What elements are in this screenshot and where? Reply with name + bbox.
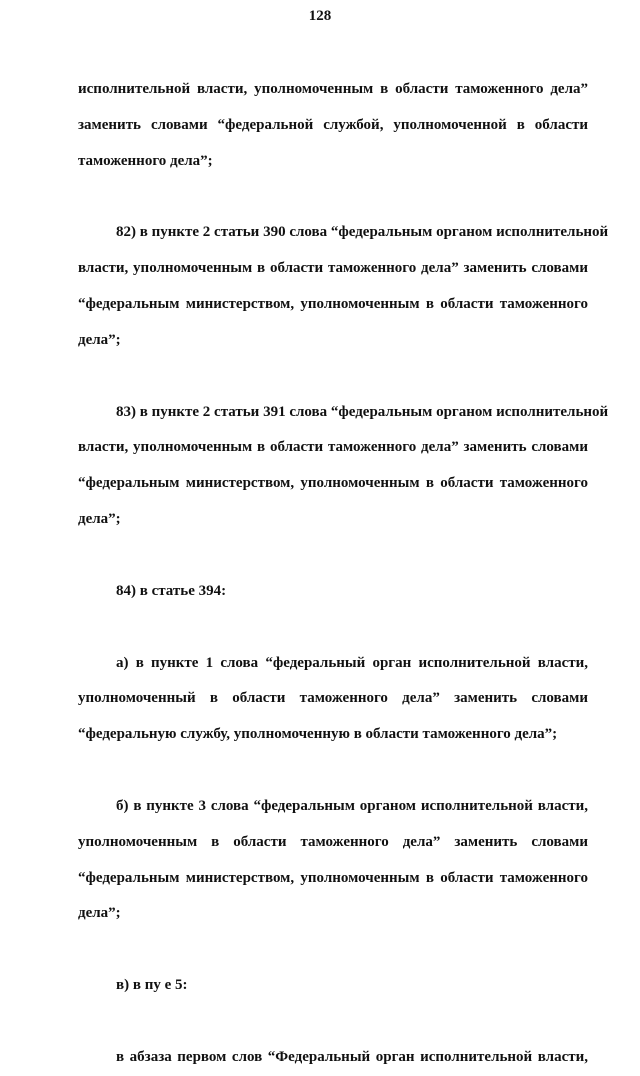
text-line: власти, уполномоченным в области таможенного дела” заменить словами	[78, 439, 588, 456]
paragraph-gap	[78, 753, 588, 789]
text-line: в абзаза первом слов “Федеральный орган исполнительной власти,	[116, 1048, 588, 1065]
paragraph-gap	[78, 359, 588, 395]
text-line: “федеральным министерством, уполномоченным в области таможенного	[78, 475, 588, 492]
paragraph-gap	[78, 538, 588, 574]
text-line: дела”;	[78, 510, 121, 527]
text-line: уполномоченный в области таможенного дела” заменить словами	[78, 690, 588, 707]
text-line: власти, уполномоченным в области таможенного дела” заменить словами	[78, 260, 588, 277]
paragraph-gap	[78, 179, 588, 215]
text-line: таможенного дела”;	[78, 152, 213, 169]
page-number: 128	[308, 8, 332, 24]
text-line: “федеральную службу, уполномоченную в области таможенного дела”;	[78, 726, 558, 743]
text-line: а) в пункте 1 слова “федеральный орган исполнительной власти,	[116, 654, 588, 671]
text-line: 82) в пункте 2 статьи 390 слова “федеральным органом исполнительной	[116, 224, 609, 241]
text-line: б) в пункте 3 слова “федеральным органом исполнительной власти,	[116, 797, 588, 814]
text-line: в) в пу е 5:	[116, 977, 188, 994]
paragraph-gap	[78, 610, 588, 646]
text-line: 83) в пункте 2 статьи 391 слова “федеральным органом исполнительной	[116, 403, 609, 420]
paragraph-gap	[78, 1004, 588, 1040]
text-line: заменить словами “федеральной службой, уполномоченной в области	[78, 116, 588, 133]
paragraph-gap	[78, 932, 588, 968]
text-line: дела”;	[78, 905, 121, 922]
text-line: “федеральным министерством, уполномоченным в области таможенного	[78, 295, 588, 312]
text-line: 84) в статье 394:	[116, 582, 227, 599]
text-line: “федеральным министерством, уполномоченным в области таможенного	[78, 869, 588, 886]
document-body	[78, 72, 609, 1076]
text-line: дела”;	[78, 331, 121, 348]
text-line: уполномоченным в области таможенного дела” заменить словами	[78, 833, 588, 850]
text-line: исполнительной власти, уполномоченным в области таможенного дела”	[78, 81, 588, 97]
